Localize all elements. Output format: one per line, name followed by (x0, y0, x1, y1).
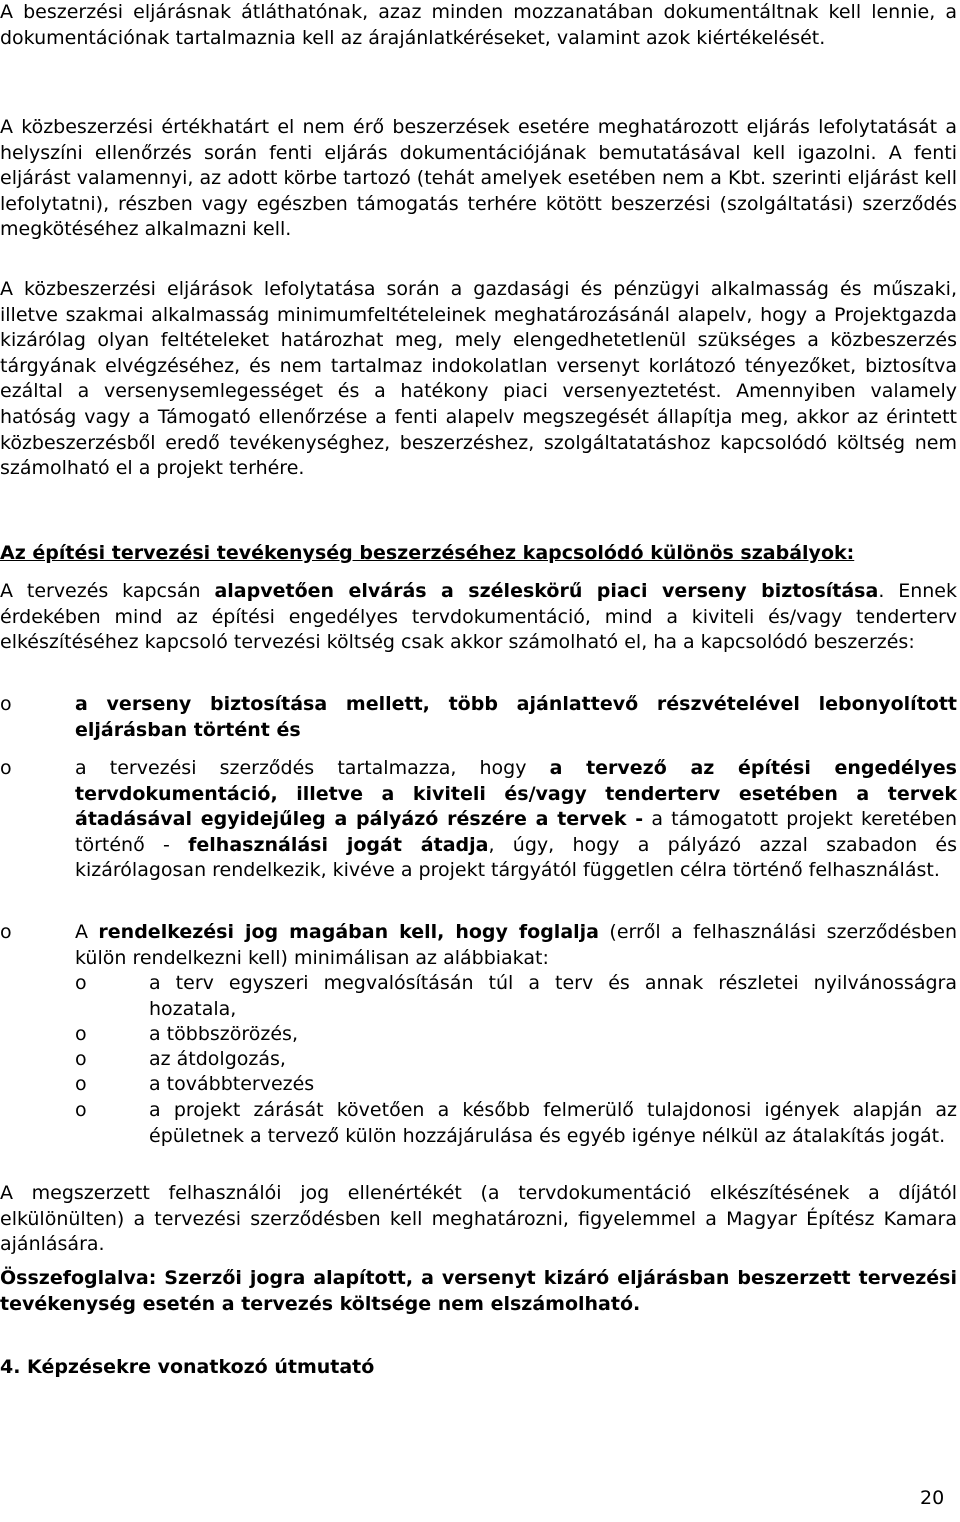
sub-list-item: a projekt zárását követően a később felmerülő tulajdonosi igények alapján az épületnek a tervező külön hozzájárulása és egyéb igénye nélkül az átalakítás jogát. (149, 1099, 957, 1147)
paragraph-transparency: A beszerzési eljárásnak átláthatónak, azaz minden mozzanatában dokumentáltnak kell lennie, a dokumentációnak tartalmaznia kell az árajánlatkéréseket, valamint azok kiértékelését. (0, 1, 957, 49)
text-run: , úgy, hogy a pályázó azzal szabadon és kizárólagosan rendelkezik, kivéve a projekt tárgyától független célra történő felhasználást. (75, 833, 957, 882)
sub-list-item: a terv egyszeri megvalósításán túl a terv és annak részletei nyilvánosságra hozatala, (149, 972, 957, 1020)
list-item-competition: a verseny biztosítása mellett, több ajánlattevő részvételével lebonyolított eljárásban történt és (75, 693, 957, 741)
sub-list-bullet: o (75, 1023, 87, 1045)
text-run: a tervezési szerződés tartalmazza, hogy (75, 757, 550, 779)
text-run: . Ennek érdekében mind az építési engedélyes tervdokumentáció, mind a kiviteli és/vagy tenderterv elkészítéséhez kapcsoló tervezési költség csak akkor számolható el, ha a kapcsolódó beszerzés: (0, 580, 958, 654)
sub-list-bullet: o (75, 1048, 87, 1070)
text-run-bold: alapvetően elvárás a széleskörű piaci verseny biztosítása (214, 580, 879, 602)
paragraph-summary: Összefoglalva: Szerzői jogra alapított, a versenyt kizáró eljárásban beszerzett tervezési tevékenység esetén a tervezés költsége nem elszámolható. (0, 1267, 957, 1315)
paragraph-design-procurement (0, 579, 957, 656)
text-run-bold: rendelkezési jog magában kell, hogy foglalja (98, 921, 599, 943)
section-title-training: 4. Képzésekre vonatkozó útmutató (0, 1356, 375, 1378)
text-run: a támogatott projekt keretében történő - (75, 808, 957, 856)
text-run: A (75, 921, 99, 943)
text-run-bold: felhasználási jogát átadja (188, 833, 489, 856)
sub-list-bullet: o (75, 1073, 87, 1095)
list-item-contract-content (75, 756, 957, 884)
text-run: A tervezés kapcsán (0, 580, 215, 602)
sub-list-item: az átdolgozás, (149, 1048, 286, 1070)
text-run: (erről a felhasználási szerződésben külön rendelkezni kell) minimálisan az alábbiakat: (75, 921, 957, 969)
paragraph-below-threshold: A közbeszerzési értékhatárt el nem érő beszerzések esetére meghatározott eljárás lefolytatását a helyszíni ellenőrzés során fenti eljárás dokumentációjának bemutatásával kell igazolni. A fenti eljárást valamennyi, az adott körbe tartozó (tehát amelyek esetében nem a Kbt. szerinti eljárást kell lefolytatni), részben vagy egészben támogatás terhére kötött beszerzési (szolgáltatási) szerződés megkötéséhez alkalmazni kell. (0, 116, 957, 241)
page-number: 20 (920, 1487, 945, 1509)
sub-list-item: a többszörözés, (149, 1023, 298, 1045)
text-run-bold: a tervező az építési engedélyes tervdokumentáció, illetve a kiviteli és/vagy tenderterv esetében a tervek átadásával egyidejűleg a pályázó részére a tervek - (75, 757, 957, 831)
sub-list-bullet: o (75, 1099, 87, 1121)
paragraph-user-rights-fee: A megszerzett felhasználói jog ellenértékét (a tervdokumentáció elkészítésének a díjától elkülönülten) a tervezési szerződésben kell meghatározni, figyelemmel a Magyar Építész Kamara ajánlására. (0, 1182, 957, 1256)
sub-list-item: a továbbtervezés (149, 1073, 315, 1095)
list-item-disposal-right (75, 920, 957, 971)
paragraph-procurement-principles: A közbeszerzési eljárások lefolytatása során a gazdasági és pénzügyi alkalmasság és műszaki, illetve szakmai alkalmasság minimumfeltételeinek meghatározásánál alapelv, hogy a Projektgazda kizárólag olyan feltételeket határozhat meg, mely elengedhetetlenül szükséges a közbeszerzés tárgyának elvégzéséhez, és nem tartalmaz indokolatlan versenyt korlátozó tényezőket, biztosítva ezáltal a versenysemlegességet és a hatékony piaci versenyeztetést. Amennyiben valamely hatóság vagy a Támogató ellenőrzése a fenti alapelv megszegését állapítja meg, akkor az érintett közbeszerzésből eredő tevékenységhez, beszerzéshez, szolgáltatatáshoz kapcsolódó költség nem számolható el a projekt terhére. (0, 278, 957, 480)
section-heading-design-rules: Az építési tervezési tevékenység beszerzéséhez kapcsolódó különös szabályok: (0, 542, 855, 564)
list-bullet: o (0, 921, 12, 943)
list-bullet: o (0, 757, 12, 779)
list-bullet: o (0, 693, 12, 715)
sub-list-bullet: o (75, 972, 87, 994)
